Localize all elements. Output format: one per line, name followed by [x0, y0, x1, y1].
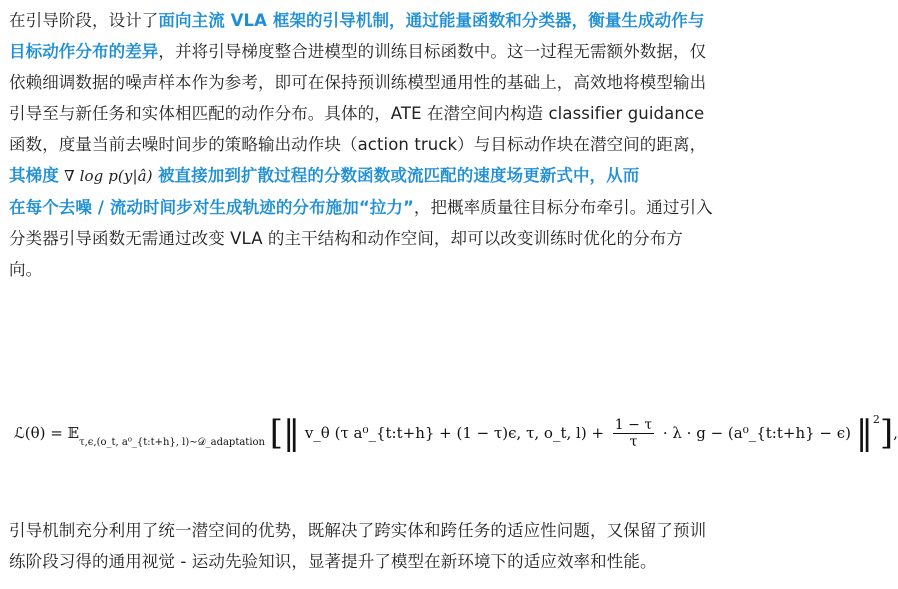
left-norm: ‖: [283, 413, 301, 453]
line2-plain: ，并将引导梯度整合进模型的训练目标函数中。这一过程无需额外数据，仅: [158, 42, 707, 61]
text-line-6: [9, 160, 835, 192]
formula-exponent: 2: [872, 413, 880, 426]
summary-paragraph: [9, 515, 835, 577]
formula-body-left: v_θ (τ a⁰_{t:t+h} + (1 − τ)ϵ, τ, o_t, l) +: [304, 424, 605, 442]
line6-highlight-pre: 其梯度: [9, 166, 59, 185]
line7-highlight: 在每个去噪 / 流动时间步对生成轨迹的分布施加“拉力”: [9, 198, 414, 217]
text-line-3: 依赖细调数据的噪声样本作为参考，即可在保持预训练模型通用性的基础上，高效地将模型输出: [9, 73, 707, 92]
fraction-numerator: 1 − τ: [614, 416, 653, 433]
line1-highlight: 面向主流 VLA 框架的引导机制，通过能量函数和分类器，衡量生成动作与: [158, 11, 705, 30]
loss-formula: [14, 413, 898, 465]
formula-body-right: · λ · g − (a⁰_{t:t+h} − ϵ): [662, 424, 852, 442]
formula-fraction: [613, 417, 654, 450]
fraction-denominator: τ: [629, 433, 638, 450]
right-bracket: ]: [879, 413, 894, 453]
line1-plain: 在引导阶段，设计了: [9, 11, 159, 30]
text-line-4: 引导至与新任务和实体相匹配的动作分布。具体的，ATE 在潜空间内构造 classifier guidance: [9, 104, 705, 123]
line7-plain: ，把概率质量往目标分布牵引。通过引入: [413, 198, 713, 217]
formula-expectation-subscript: τ,ϵ,(o_t, a⁰_{t:t+h}, l)∼𝒟_adaptation: [79, 437, 265, 448]
summary-line-1: 引导机制充分利用了统一潜空间的优势，既解决了跨实体和跨任务的适应性问题，又保留了预训: [9, 521, 707, 540]
text-line-2: [9, 36, 835, 67]
text-line-8: 分类器引导函数无需通过改变 VLA 的主干结构和动作空间，却可以改变训练时优化的分布方: [9, 229, 683, 248]
formula-lhs: ℒ(θ) = 𝔼: [14, 424, 80, 442]
right-norm: ‖: [855, 413, 873, 453]
text-line-7: [9, 192, 835, 223]
summary-line-2: 练阶段习得的通用视觉 - 运动先验知识，显著提升了模型在新环境下的适应效率和性能。: [9, 552, 657, 571]
text-line-9: 向。: [9, 260, 43, 279]
line2-highlight: 目标动作分布的差异: [9, 42, 159, 61]
line6-highlight-post: 被直接加到扩散过程的分数函数或流匹配的速度场更新式中，从而: [157, 166, 640, 185]
left-bracket: [: [269, 413, 284, 453]
gradient-math: ∇ log p(y|â): [64, 167, 153, 185]
text-line-5: 函数，度量当前去噪时间步的策略输出动作块（action truck）与目标动作块在潜空间的距离，: [9, 135, 707, 154]
formula-tail: ,: [893, 424, 898, 442]
text-line-1: [9, 5, 835, 36]
guidance-paragraph: [9, 5, 835, 285]
